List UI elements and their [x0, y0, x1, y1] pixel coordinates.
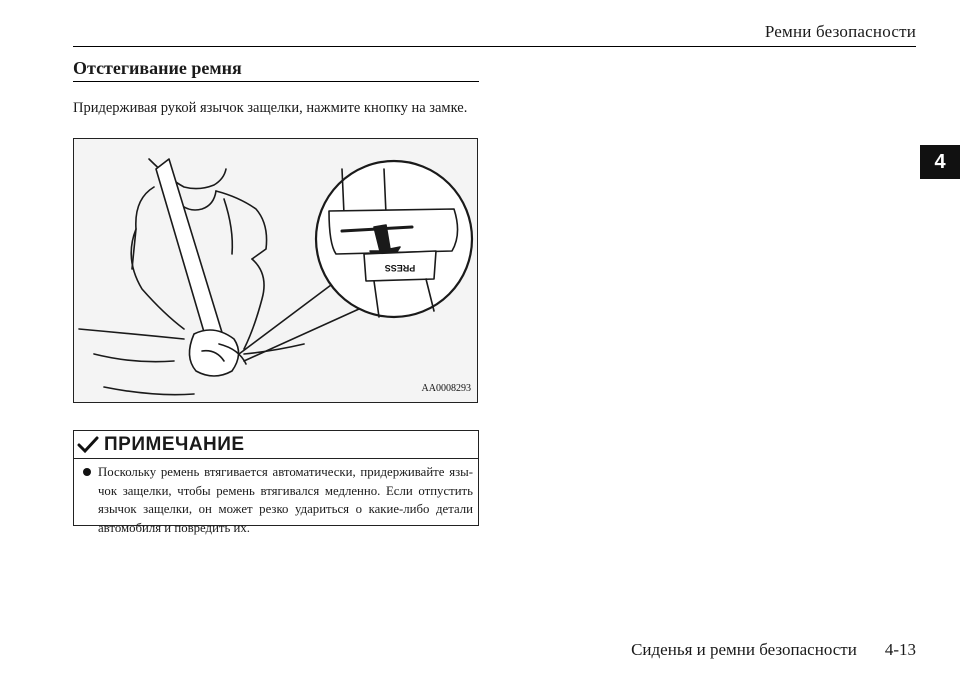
- seatbelt-drawing: [74, 139, 478, 403]
- note-header: [74, 431, 478, 459]
- note-item: [74, 459, 478, 537]
- bullet-icon: [83, 468, 91, 476]
- figure-code: AA0008293: [421, 383, 471, 394]
- running-header: Ремни безопасности: [764, 22, 916, 41]
- press-button-label: PRESS: [384, 263, 416, 273]
- section-divider: [73, 81, 479, 82]
- note-title: ПРИМЕЧАНИЕ: [104, 433, 245, 455]
- page-number: 4-13: [884, 640, 916, 659]
- instruction-text: Придерживая рукой язычок защелки, нажмите кнопку на замке.: [73, 100, 468, 116]
- page-footer: [631, 640, 916, 660]
- footer-chapter-title: Сиденья и ремни безопасности: [631, 640, 857, 659]
- check-mark-icon: [77, 435, 99, 455]
- section-heading: Отстегивание ремня: [73, 58, 242, 78]
- seatbelt-illustration: [73, 138, 478, 403]
- header-divider: [73, 46, 916, 47]
- note-item-text: Поскольку ремень втягивается автоматически, придерживайте язы-чок защелки, чтобы ремень втягивался медленно. Если отпустить язычок защелки, он может резко удариться о какие-либо детали автомобиля и повредить их.: [98, 465, 473, 535]
- note-box: [73, 430, 479, 535]
- chapter-tab: 4: [920, 145, 960, 179]
